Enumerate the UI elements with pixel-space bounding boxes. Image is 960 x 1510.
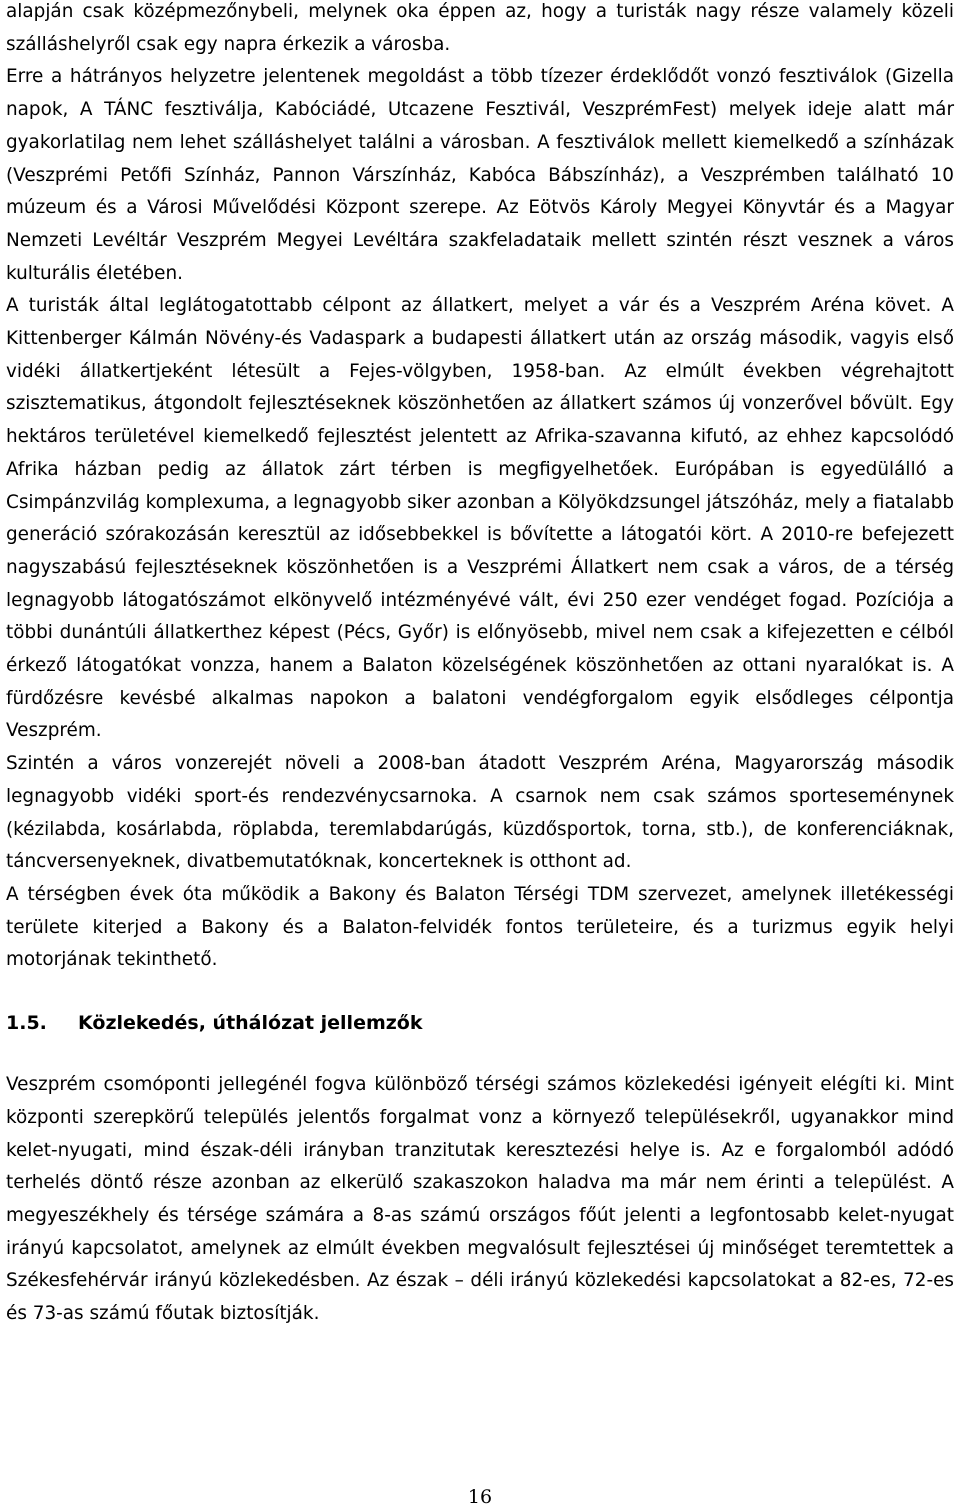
paragraph: Veszprém csomóponti jellegénél fogva különböző térségi számos közlekedési igényeit elégíti ki. Mint központi szerepkörű település jelentős forgalmat vonz a környező településekről, ugyanakkor mind kelet-nyugati, mind észak-déli irányban tranzitutak keresztezési helye is. Az e forgalomból adódó terhelés döntő része azonban az elkerülő szakaszokon haladva ma már nem érinti a települést. A megyeszékhely és térsége számára a 8-as számú országos főút jelenti a legfontosabb kelet-nyugat irányú kapcsolatot, amelynek az elmúlt években megvalósult fejlesztései új minőséget teremtettek a Székesfehérvár irányú közlekedésben. Az észak – déli irányú közlekedési kapcsolatokat a 82-es, 72-es és 73-as számú főutak biztosítják. <box>6 1074 954 1325</box>
section-heading <box>6 1007 954 1039</box>
paragraph: A turisták által leglátogatottabb célpont az állatkert, melyet a vár és a Veszprém Aréna követ. A Kittenberger Kálmán Növény-és Vadaspark a budapesti állatkert után az ország második, vagyis első vidéki állatkertjeként létesült a Fejes-völgyben, 1958-ban. Az elmúlt években végrehajtott szisztematikus, átgondolt fejlesztéseknek köszönhetően az állatkert számos új vonzerővel bővült. Egy hektáros területével kiemelkedő fejlesztést jelentett az Afrika-szavanna kifutó, az ehhez kapcsolódó Afrika házban pedig az állatok zárt térben is megfigyelhetőek. Európában is egyedülálló a Csimpánzvilág komplexuma, a legnagyobb siker azonban a Kölyökdzsungel játszóház, mely a fiatalabb generáció szórakozásán keresztül az idősebbekkel is bővítette a látogatói kört. A 2010-re befejezett nagyszabású fejlesztéseknek köszönhetően is a Veszprémi Állatkert nem csak a város, de a térség legnagyobb látogatószámot elkönyvelő intézményévé vált, évi 250 ezer vendéget fogad. Pozíciója a többi dunántúli állatkerthez képest (Pécs, Győr) is előnyösebb, mivel nem csak a kifejezetten e célból érkező látogatókat vonzza, hanem a Balaton közelségének köszönhetően az ottani nyaralókat is. A fürdőzésre kevésbé alkalmas napokon a balatoni vendégforgalom egyik elsődleges célpontja Veszprém. <box>6 295 954 742</box>
document-page <box>6 0 954 1331</box>
paragraph: alapján csak középmezőnybeli, melynek oka éppen az, hogy a turisták nagy része valamely közeli szálláshelyről csak egy napra érkezik a városba. <box>6 1 954 55</box>
page-number: 16 <box>467 1486 493 1508</box>
paragraph: Szintén a város vonzerejét növeli a 2008-ban átadott Veszprém Aréna, Magyarország második legnagyobb vidéki sport-és rendezvénycsarnoka. A csarnok nem csak számos sporteseménynek (kézilabda, kosárlabda, röplabda, teremlabdarúgás, küzdősportok, torna, stb.), de konferenciáknak, táncversenyeknek, divatbemutatóknak, koncerteknek is otthont ad. <box>6 753 954 873</box>
section-title: Közlekedés, úthálózat jellemzők <box>78 1012 423 1035</box>
paragraph: A térségben évek óta működik a Bakony és Balaton Térségi TDM szervezet, amelynek illetékességi területe kiterjed a Bakony és a Balaton-felvidék fontos területeire, és a turizmus egyik helyi motorjának tekinthető. <box>6 883 954 971</box>
section-number: 1.5. <box>6 1012 47 1035</box>
paragraph: Erre a hátrányos helyzetre jelentenek megoldást a több tízezer érdeklődőt vonzó fesztiválok (Gizella napok, A TÁNC fesztiválja, Kabóciádé, Utcazene Fesztivál, VeszprémFest) melyek ideje alatt már gyakorlatilag nem lehet szálláshelyet találni a városban. A fesztiválok mellett kiemelkedő a színházak (Veszprémi Petőfi Színház, Pannon Várszínház, Kabóca Bábszínház), a Veszprémben található 10 múzeum és a Városi Művelődési Központ szerepe. Az Eötvös Károly Megyei Könyvtár és a Magyar Nemzeti Levéltár Veszprém Megyei Levéltára szakfeladataik mellett szintén részt vesznek a város kulturális életében. <box>6 66 954 284</box>
